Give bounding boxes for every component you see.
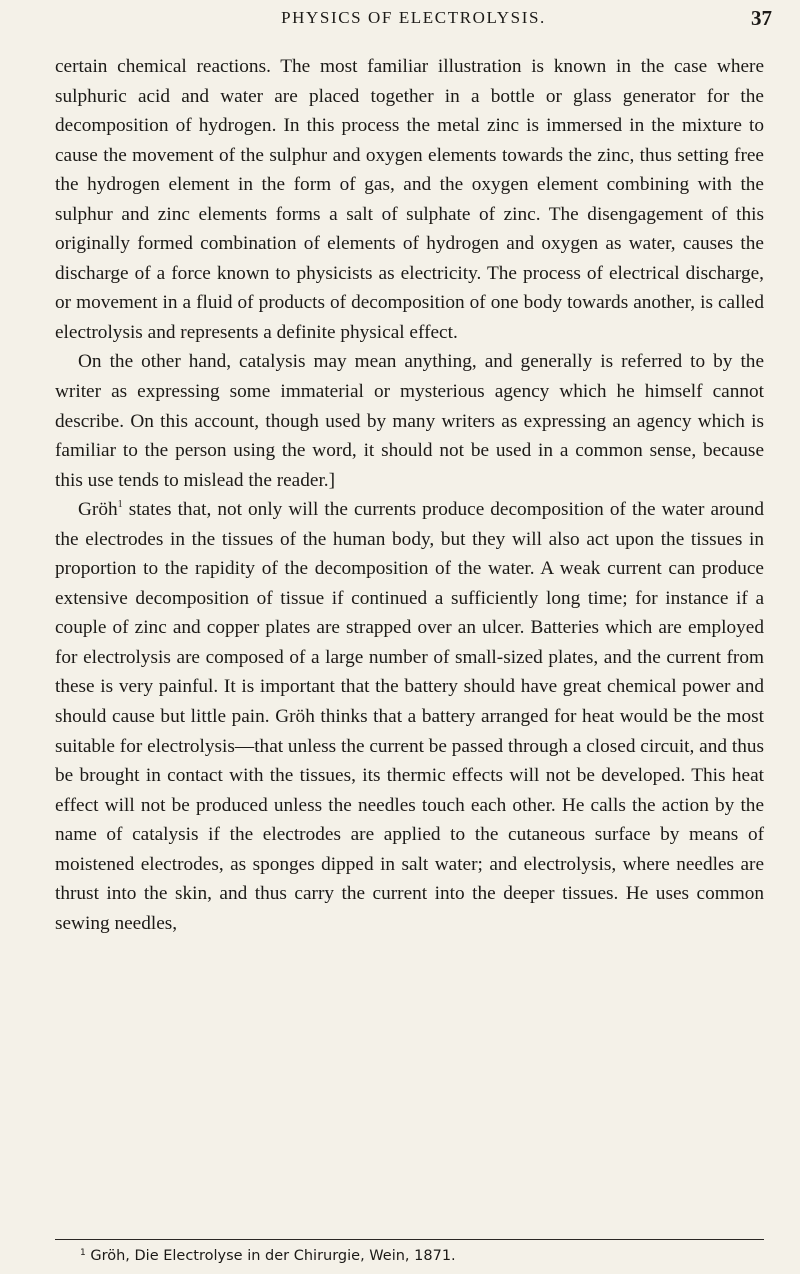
paragraph-3 xyxy=(55,495,764,938)
paragraph-3-text: states that, not only will the currents produce decomposition of the water around the electrodes in the tissues of the human body, but they will also act upon the tissues in proportion to the rapidity of the decomposition of the water. A weak current can produce extensive decomposition of tissue if continued a sufficiently long time; for instance if a couple of zinc and copper plates are strapped over an ulcer. Batteries which are employed for electrolysis are composed of a large number of small-sized plates, and the current from these is very painful. It is important that the battery should have great chemical power and should cause but little pain. Gröh thinks that a battery arranged for heat would be the most suitable for electrolysis—that unless the current be passed through a closed circuit, and thus be brought in contact with the tissues, its thermic effects will not be developed. This heat effect will not be produced unless the needles touch each other. He calls the action by the name of catalysis if the electrodes are applied to the cutaneous surface by means of moistened electrodes, as sponges dipped in salt water; and electrolysis, where needles are thrust into the skin, and thus carry the current into the deeper tissues. He uses common sewing needles, xyxy=(55,499,764,934)
running-head xyxy=(55,8,772,34)
running-title: PHYSICS OF ELECTROLYSIS. xyxy=(281,8,546,27)
footnote-text: Gröh, Die Electrolyse in der Chirurgie, Wein, 1871. xyxy=(90,1248,456,1264)
paragraph-1: certain chemical reactions. The most familiar illustration is known in the case where sulphuric acid and water are placed together in a bottle or glass generator for the decomposition of hydrogen. In this process the metal zinc is immersed in the mixture to cause the movement of the sulphur and oxygen elements towards the zinc, thus setting free the hydrogen element in the form of gas, and the oxygen element combining with the sulphur and zinc elements forms a salt of sulphate of zinc. The disengagement of this originally formed combination of elements of hydrogen and oxygen as water, causes the discharge of a force known to physicists as electricity. The process of electrical discharge, or movement in a fluid of products of decomposition of one body towards another, is called electrolysis and represents a definite physical effect. xyxy=(55,56,764,343)
author-name: Gröh xyxy=(78,499,118,521)
paragraph-2: On the other hand, catalysis may mean anything, and generally is referred to by the writer as expressing some immaterial or mysterious agency which he himself cannot describe. On this account, though used by many writers as expressing an agency which is familiar to the person using the word, it should not be used in a common sense, because this use tends to mislead the reader.] xyxy=(55,351,764,491)
page-number: 37 xyxy=(751,6,772,30)
body-text xyxy=(55,52,764,938)
footnote-reference: 1 xyxy=(117,499,123,511)
footnote-divider xyxy=(55,1239,764,1240)
footnote xyxy=(80,1248,456,1265)
footnote-mark: 1 xyxy=(80,1248,86,1258)
